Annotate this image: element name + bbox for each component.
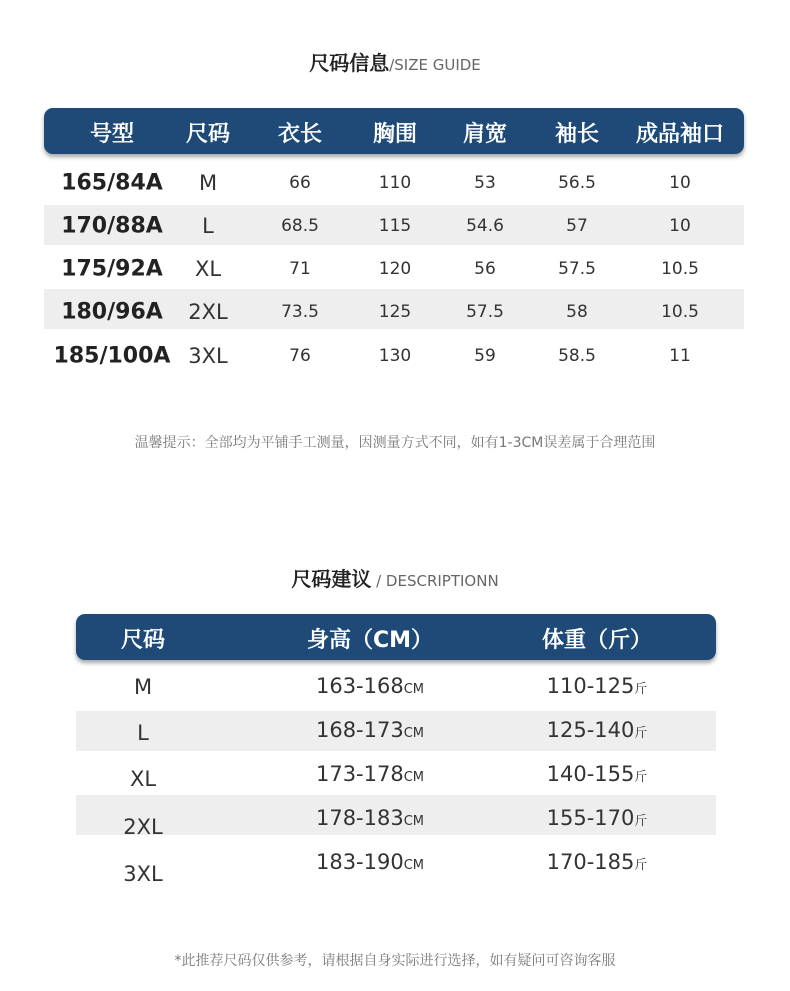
size-guide-header-cell: 胸围 [372, 122, 418, 147]
recommendation-note: *此推荐尺码仅供参考，请根据自身实际进行选择，如有疑问可咨询客服 [174, 953, 616, 969]
height-unit: CM [403, 726, 425, 741]
size-guide-size-cell: M [198, 171, 218, 195]
recommendation-height-cell [316, 674, 424, 698]
recommendation-header-cell: 体重（斤） [541, 628, 653, 653]
weight-value: 140-155 [546, 762, 635, 786]
size-guide-header-cell: 肩宽 [462, 122, 508, 147]
size-guide-value-cell: 130 [378, 346, 412, 366]
recommendation-title [0, 563, 790, 592]
size-guide-value-cell: 53 [474, 173, 496, 193]
size-guide-model-cell: 180/96A [61, 299, 163, 325]
size-guide-value-cell: 10 [669, 173, 691, 193]
weight-unit: 斤 [634, 682, 648, 697]
height-unit: CM [403, 858, 425, 873]
size-guide-value-cell: 76 [289, 346, 311, 366]
height-value: 178-183 [315, 806, 404, 830]
weight-value: 155-170 [546, 806, 635, 830]
size-guide-value-cell: 73.5 [281, 302, 319, 322]
recommendation-weight-cell [547, 718, 648, 742]
size-guide-model-cell: 185/100A [53, 343, 171, 369]
size-guide-model-cell: 170/88A [61, 213, 163, 239]
size-guide-value-cell: 58 [566, 302, 588, 322]
size-guide-model-cell: 175/92A [61, 256, 163, 282]
recommendation-header-cell: 身高（CM） [306, 628, 434, 653]
size-guide-value-cell: 57.5 [466, 302, 504, 322]
weight-value: 125-140 [546, 718, 635, 742]
size-guide-size-cell: L [202, 214, 214, 238]
size-guide-value-cell: 110 [378, 173, 412, 193]
size-guide-model-cell: 165/84A [61, 170, 163, 196]
size-guide-header-cell: 衣长 [277, 122, 323, 147]
size-guide-note: 温馨提示：全部均为平铺手工测量，因测量方式不同，如有1-3CM误差属于合理范围 [134, 435, 656, 451]
size-guide-header-cell: 袖长 [554, 122, 600, 147]
size-guide-value-cell: 125 [378, 302, 412, 322]
size-guide-value-cell: 10.5 [661, 302, 699, 322]
recommendation-weight-cell [547, 762, 648, 786]
size-guide-value-cell: 57 [566, 216, 588, 236]
size-guide-value-cell: 54.6 [466, 216, 504, 236]
recommendation-size-cell: M [133, 675, 153, 699]
weight-unit: 斤 [634, 770, 648, 785]
size-guide-value-cell: 120 [378, 259, 412, 279]
size-guide-value-cell: 11 [669, 346, 691, 366]
recommendation-height-cell [316, 762, 424, 786]
size-guide-title-zh: 尺码信息 [309, 51, 390, 75]
size-guide-title-en: /SIZE GUIDE [389, 56, 481, 74]
height-unit: CM [403, 770, 425, 785]
recommendation-weight-cell [547, 850, 648, 874]
size-guide-value-cell: 115 [378, 216, 412, 236]
recommendation-title-en: / DESCRIPTIONN [371, 572, 499, 590]
recommendation-size-cell: 3XL [123, 862, 163, 886]
size-guide-header-cell: 号型 [89, 122, 135, 147]
size-guide-title [0, 47, 790, 76]
height-value: 168-173 [315, 718, 404, 742]
weight-unit: 斤 [634, 814, 648, 829]
recommendation-title-zh: 尺码建议 [291, 567, 372, 591]
recommendation-size-cell: XL [129, 767, 157, 791]
size-guide-value-cell: 71 [289, 259, 311, 279]
recommendation-height-cell [316, 806, 424, 830]
recommendation-weight-cell [547, 806, 648, 830]
recommendation-size-cell: L [137, 721, 149, 745]
height-value: 183-190 [315, 850, 404, 874]
size-guide-value-cell: 68.5 [281, 216, 319, 236]
height-value: 163-168 [315, 674, 404, 698]
size-guide-value-cell: 10.5 [661, 259, 699, 279]
size-guide-value-cell: 56 [474, 259, 496, 279]
recommendation-header-cell: 尺码 [120, 628, 166, 653]
recommendation-weight-cell [547, 674, 648, 698]
recommendation-size-cell: 2XL [123, 815, 163, 839]
size-guide-value-cell: 58.5 [558, 346, 596, 366]
weight-value: 110-125 [546, 674, 635, 698]
size-guide-header-cell: 成品袖口 [635, 122, 725, 147]
size-guide-value-cell: 57.5 [558, 259, 596, 279]
size-guide-size-cell: 3XL [188, 344, 228, 368]
weight-value: 170-185 [546, 850, 635, 874]
recommendation-height-cell [316, 718, 424, 742]
height-unit: CM [403, 814, 425, 829]
size-guide-header-cell: 尺码 [185, 122, 231, 147]
recommendation-height-cell [316, 850, 424, 874]
size-guide-value-cell: 10 [669, 216, 691, 236]
size-guide-value-cell: 59 [474, 346, 496, 366]
height-unit: CM [403, 682, 425, 697]
weight-unit: 斤 [634, 858, 648, 873]
size-guide-value-cell: 56.5 [558, 173, 596, 193]
size-guide-size-cell: 2XL [188, 300, 228, 324]
size-guide-value-cell: 66 [289, 173, 311, 193]
size-guide-size-cell: XL [194, 257, 222, 281]
weight-unit: 斤 [634, 726, 648, 741]
height-value: 173-178 [315, 762, 404, 786]
